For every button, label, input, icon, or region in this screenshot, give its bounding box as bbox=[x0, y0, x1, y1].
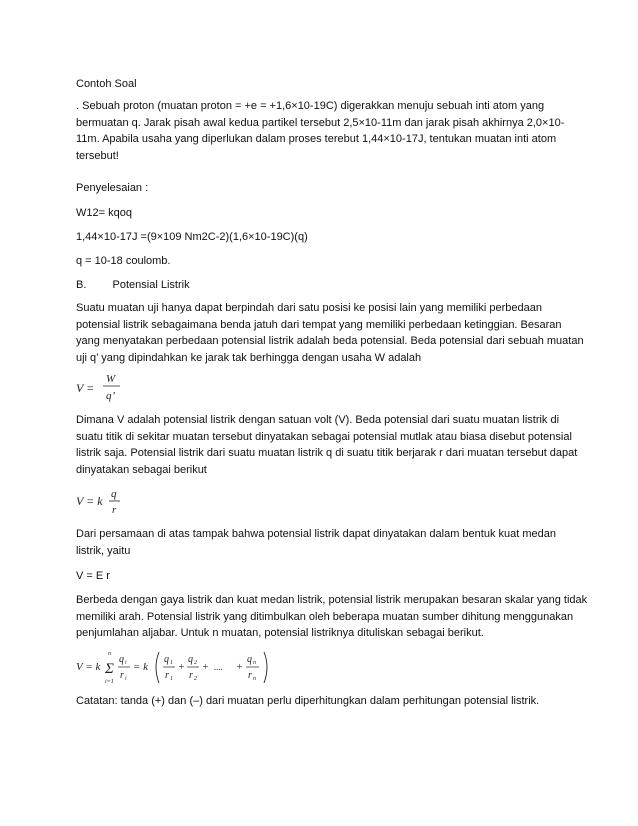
term1-denominator-subscript: 1 bbox=[170, 676, 173, 682]
text-line: Dari persamaan di atas tampak bahwa potensial listrik dapat dinyatakan dalam bentuk kuat medan bbox=[76, 528, 556, 540]
potential-paragraph-4 bbox=[76, 592, 588, 642]
text-line: bermuatan q. Jarak pisah awal kedua partikel tersebut 2,5×10-11m dan jarak pisah akhirnya 2,0×10- bbox=[76, 116, 565, 129]
sum-upper-limit: n bbox=[108, 651, 111, 657]
termn-numerator-subscript: n bbox=[253, 660, 256, 666]
doc-title: Contoh Soal bbox=[76, 78, 137, 90]
text-line: potensial listrik sebagaimana benda jatuh dari tempat yang memiliki perbedaan ketinggian. Besaran bbox=[76, 318, 562, 331]
formula-superposition bbox=[76, 646, 276, 688]
formula-image bbox=[76, 646, 276, 688]
sum-denominator-subscript: i bbox=[125, 676, 127, 682]
text-line: Suatu muatan uji hanya dapat berpindah dari satu posisi ke posisi lain yang memiliki perbedaan bbox=[76, 302, 542, 314]
equation-result: q = 10-18 coulomb. bbox=[76, 255, 171, 267]
text-line: Berbeda dengan gaya listrik dan kuat medan listrik, potensial listrik merupakan besaran skalar yang tidak bbox=[76, 594, 588, 606]
formula-numerator: W bbox=[106, 373, 116, 385]
section-letter: B. bbox=[76, 279, 87, 291]
equation-substitution: 1,44×10-17J =(9×109 Nm2C-2)(1,6×10-19C)(q) bbox=[76, 231, 308, 243]
section-title: Potensial Listrik bbox=[112, 279, 190, 291]
text-line: Dimana V adalah potensial listrik dengan satuan volt (V). Beda potensial dari suatu muatan listrik di bbox=[76, 414, 560, 426]
plus-sign: + bbox=[202, 662, 209, 673]
formula-lhs: V = k bbox=[76, 661, 101, 673]
termn-numerator: q bbox=[247, 654, 252, 665]
term1-numerator-subscript: 1 bbox=[170, 660, 173, 666]
section-heading bbox=[76, 277, 546, 294]
sum-numerator-subscript: i bbox=[125, 660, 127, 666]
ellipsis: .... bbox=[214, 662, 223, 672]
potential-paragraph-1 bbox=[76, 300, 584, 366]
formula-lhs: V = k bbox=[76, 494, 103, 508]
term2-numerator-subscript: 2 bbox=[194, 660, 197, 666]
sum-lower-limit: i=1 bbox=[105, 679, 114, 685]
sum-denominator: r bbox=[120, 670, 124, 681]
formula-lhs: V = bbox=[76, 381, 95, 395]
formula-point-charge bbox=[76, 486, 136, 518]
problem-paragraph bbox=[76, 98, 565, 164]
text-line: penjumlahan aljabar. Untuk n muatan, potensial listriknya dituliskan sebagai berikut. bbox=[76, 627, 484, 639]
equation-field: V = E r bbox=[76, 570, 110, 582]
text-line: suatu titik di sekitar muatan tersebut dinyatakan sebagai potensial mutlak atau biasa disebut potensial bbox=[76, 430, 572, 443]
solution-heading: Penyelesaian : bbox=[76, 182, 149, 194]
term2-denominator-subscript: 2 bbox=[194, 676, 197, 682]
formula-numerator: q bbox=[111, 488, 117, 500]
text-line: memiliki arah. Potensial listrik yang ditimbulkan oleh beberapa muatan sumber dihitung menggunakan bbox=[76, 610, 574, 623]
potential-paragraph-2 bbox=[76, 412, 578, 478]
formula-image bbox=[76, 372, 136, 404]
formula-denominator: q’ bbox=[106, 390, 116, 402]
equation-work: W12= kqoq bbox=[76, 207, 132, 219]
formula-denominator: r bbox=[112, 504, 117, 516]
termn-denominator: r bbox=[248, 670, 252, 681]
formula-potential-work bbox=[76, 372, 136, 404]
text-line: uji q’ yang dipindahkan ke jarak tak berhingga dengan usaha W adalah bbox=[76, 351, 422, 364]
note-paragraph: Catatan: tanda (+) dan (–) dari muatan perlu diperhitungkan dalam perhitungan potensial listrik. bbox=[76, 695, 540, 707]
plus-sign: + bbox=[236, 662, 243, 673]
term2-denominator: r bbox=[189, 670, 193, 681]
text-line: tersebut! bbox=[76, 149, 119, 162]
text-line: dinyatakan sebagai berikut bbox=[76, 463, 207, 476]
term2-numerator: q bbox=[188, 654, 193, 665]
plus-sign: + bbox=[178, 662, 185, 673]
text-line: yang menyatakan perbedaan potensial listrik adalah beda potensial. Beda potensial dari sebuah muatan bbox=[76, 335, 584, 347]
text-line: 11m. Apabila usaha yang diperlukan dalam proses terebut 1,44×10-17J, tentukan muatan inti atom bbox=[76, 133, 557, 145]
formula-image bbox=[76, 486, 136, 518]
text-line: listrik, yaitu bbox=[76, 544, 131, 557]
term1-numerator: q bbox=[164, 654, 169, 665]
text-line: listrik saja. Potensial listrik dari suatu muatan listrik q di suatu titik berjarak r dari muatan tersebut dapat bbox=[76, 447, 578, 459]
text-line: . Sebuah proton (muatan proton = +e = +1,6×10-19C) digerakkan menuju sebuah inti atom yang bbox=[76, 100, 545, 112]
sigma-symbol: Σ bbox=[105, 661, 114, 677]
sum-numerator: q bbox=[119, 654, 124, 665]
equals-k: = k bbox=[133, 661, 149, 673]
termn-denominator-subscript: n bbox=[253, 676, 256, 682]
potential-paragraph-3 bbox=[76, 526, 556, 559]
term1-denominator: r bbox=[165, 670, 169, 681]
